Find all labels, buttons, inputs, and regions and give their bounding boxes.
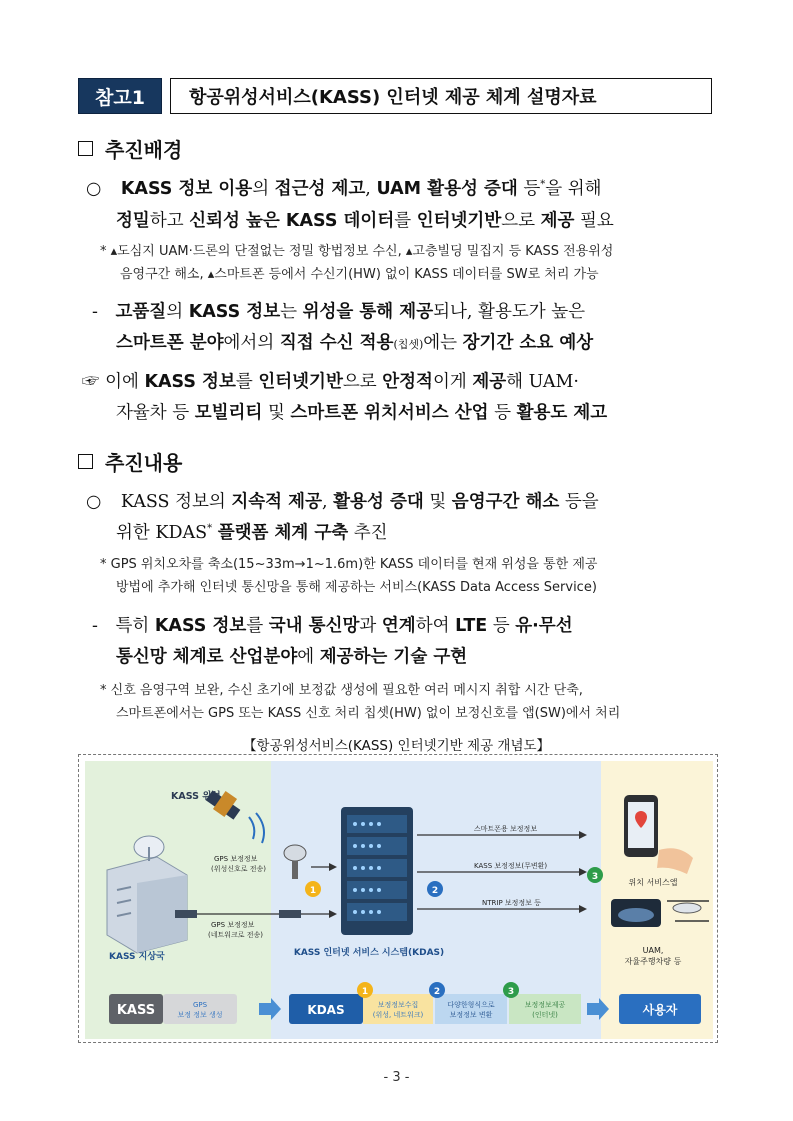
section-title: 추진배경	[105, 138, 183, 162]
text: 활용도 제고	[516, 403, 608, 423]
text: 제공하는 기술 구현	[319, 647, 468, 667]
footnote-line: * ▴도심지 UAM·드론의 단절없는 정밀 항법정보 수신, ▴고층빌딩 밀집지 등 KASS 전용위성	[100, 244, 614, 259]
flow-gps-label: GPS	[192, 1001, 208, 1009]
text: 으로	[342, 372, 383, 392]
text: 에	[297, 647, 320, 667]
text: KASS 정보 이용	[120, 179, 253, 199]
text: 필요	[574, 211, 614, 231]
flow-step3-label: 보정정보제공	[524, 1001, 566, 1009]
text: 고품질	[115, 302, 167, 322]
text: KASS 정보	[154, 616, 247, 636]
network-device-icon	[279, 910, 301, 918]
text: 되나, 활용도가 높은	[433, 302, 586, 322]
text: UAM 활용성 증대	[376, 179, 518, 199]
text: 정밀	[116, 211, 150, 231]
text: 플랫폼 체계 구축	[217, 523, 349, 543]
output-label: 스마트폰용 보정정보	[474, 825, 538, 833]
paragraph-line	[86, 175, 602, 200]
text: 추진	[348, 523, 388, 543]
text: 에는	[423, 333, 463, 353]
text: 국내 통신망	[268, 616, 360, 636]
paragraph-line	[82, 368, 579, 393]
square-bullet-icon	[78, 454, 93, 469]
text: 제공	[540, 211, 575, 231]
flow-step2-label: 다양한형식으로	[447, 1001, 495, 1009]
flow-step2-box	[435, 994, 507, 1024]
text: 등	[517, 179, 541, 199]
flow-step1-label: 보정정보수집	[377, 1001, 419, 1009]
text: KASS 정보의	[120, 492, 232, 512]
text: KASS 정보	[188, 302, 281, 322]
diagram-svg	[79, 755, 719, 1044]
network-device-icon	[175, 910, 197, 918]
text: 음영구간 해소	[451, 492, 560, 512]
flow-step1-box	[363, 994, 433, 1024]
text: 과	[359, 616, 382, 636]
paragraph-line	[116, 519, 388, 544]
text: 를	[235, 372, 259, 392]
figure-caption: 【항공위성서비스(KASS) 인터넷기반 제공 개념도】	[242, 738, 551, 754]
text: 하여	[415, 616, 456, 636]
flow-step2-sublabel: 보정정보 변환	[449, 1011, 493, 1019]
gps-net-sublabel: (네트워크로 전송)	[208, 931, 264, 939]
text: 지속적 제공	[231, 492, 322, 512]
step-2-badge	[427, 881, 443, 897]
paragraph-line	[116, 329, 593, 354]
server-label: KASS 인터넷 서비스 시스템(KDAS)	[293, 948, 445, 958]
text: 장기간 소요 예상	[462, 333, 594, 353]
text: 의	[252, 179, 275, 199]
text: 하고	[149, 211, 190, 231]
gps-sat-sublabel: (위성신호로 전송)	[211, 865, 267, 873]
text: 및	[423, 492, 452, 512]
text: 스마트폰 위치서비스 산업	[290, 403, 489, 423]
text: LTE	[455, 616, 488, 636]
footnote-line: 방법에 추가해 인터넷 통신망을 통해 제공하는 서비스(KASS Data Access Service)	[116, 580, 597, 595]
section-title: 추진내용	[105, 451, 183, 475]
flow-gps-box	[163, 994, 237, 1024]
footnote-line: 음영구간 해소, ▴스마트폰 등에서 수신기(HW) 없이 KASS 데이터를 SW로 처리 가능	[120, 267, 599, 282]
text: 인터넷기반	[416, 211, 502, 231]
text: 등	[487, 616, 516, 636]
output-label: NTRIP 보정정보 등	[482, 899, 541, 907]
text: 통신망 체계로 산업분야	[116, 647, 298, 667]
concept-diagram	[78, 754, 718, 1043]
paragraph-line	[92, 612, 573, 637]
footnote-mark: *	[540, 179, 546, 191]
flow-kass-label: KASS	[116, 1003, 156, 1018]
footnote-line: 스마트폰에서는 GPS 또는 KASS 신호 처리 칩셋(HW) 없이 보정신호를 앱(SW)에서 처리	[116, 706, 621, 721]
text: 의	[166, 302, 189, 322]
footnote-line: * 신호 음영구역 보완, 수신 초기에 보정값 생성에 필요한 여러 메시지 취합 시간 단축,	[100, 683, 583, 698]
flow-gps-sublabel: 보정 정보 생성	[177, 1011, 223, 1019]
step-3-number: 3	[507, 987, 515, 997]
server-rack-icon	[341, 807, 413, 935]
paragraph-line	[92, 298, 585, 323]
text: 등	[488, 403, 517, 423]
paragraph-line	[86, 488, 599, 513]
text: 모빌리티	[194, 403, 263, 423]
section-heading-content	[78, 447, 182, 476]
step-3-badge	[587, 867, 603, 883]
text: 안정적	[382, 372, 433, 392]
circle-bullet: ○	[86, 179, 102, 199]
text: 해 UAM·	[506, 372, 579, 392]
page-number: - 3 -	[383, 1070, 410, 1085]
text: 자율차 등	[116, 403, 195, 423]
output-label: KASS 보정정보(무변환)	[474, 862, 548, 870]
text: 및	[262, 403, 291, 423]
step-2-number: 2	[431, 886, 439, 896]
dash-bullet: -	[92, 302, 98, 322]
pointing-hand-icon: ☞	[82, 372, 100, 392]
text: 제공	[472, 372, 507, 392]
user-uam-label: UAM,	[642, 946, 664, 955]
paragraph-line	[116, 207, 614, 232]
text: 특히	[115, 616, 155, 636]
section-heading-background	[78, 134, 182, 163]
step-2-number: 2	[433, 987, 441, 997]
document-title: 항공위성서비스(KASS) 인터넷 제공 체계 설명자료	[170, 78, 712, 114]
text: (칩셋)	[393, 338, 424, 351]
gps-sat-label: GPS 보정정보	[214, 855, 258, 863]
reference-tag: 참고1	[78, 78, 162, 114]
text: 을 위해	[545, 179, 602, 199]
footnote-mark: *	[207, 523, 213, 535]
text: KASS 정보	[144, 372, 236, 392]
text: 활용성 증대	[333, 492, 424, 512]
text: 이게	[432, 372, 473, 392]
circle-bullet: ○	[86, 492, 102, 512]
paragraph-line	[116, 399, 607, 424]
text: 직접 수신 적용	[279, 333, 394, 353]
text: ,	[365, 179, 377, 199]
user-uam-sublabel: 자율주행차량 등	[624, 957, 682, 966]
text: 인터넷기반	[258, 372, 343, 392]
text: 를	[246, 616, 269, 636]
flow-step3-box	[509, 994, 581, 1024]
paragraph-line	[116, 643, 467, 668]
square-bullet-icon	[78, 141, 93, 156]
ground-station-label: KASS 지상국	[109, 952, 165, 962]
text: 위한 KDAS	[116, 523, 208, 543]
text: 는	[280, 302, 303, 322]
flow-kdas-label: KDAS	[307, 1003, 345, 1017]
step-1-badge	[305, 881, 321, 897]
step-1-number: 1	[361, 987, 369, 997]
flow-user-label: 사용자	[642, 1003, 678, 1017]
dash-bullet: -	[92, 616, 98, 636]
text: 이에	[99, 372, 145, 392]
text: 위성을 통해 제공	[302, 302, 434, 322]
flow-step3-sublabel: (인터넷)	[532, 1011, 558, 1019]
gps-net-label: GPS 보정정보	[211, 921, 255, 929]
page-header	[78, 78, 712, 114]
text: 신뢰성 높은 KASS 데이터	[189, 211, 395, 231]
text: ,	[322, 492, 334, 512]
text: 으로	[501, 211, 541, 231]
user-app-label: 위치 서비스앱	[628, 878, 678, 887]
text: 연계	[381, 616, 416, 636]
text: 접근성 제고	[274, 179, 366, 199]
text: 를	[394, 211, 417, 231]
satellite-label: KASS 위성	[171, 791, 221, 802]
flow-step1-sublabel: (위성, 네트워크)	[372, 1011, 424, 1019]
text: 등을	[559, 492, 599, 512]
text: 스마트폰 분야	[116, 333, 224, 353]
step-1-number: 1	[309, 886, 317, 896]
footnote-line: * GPS 위치오차를 축소(15~33m→1~1.6m)한 KASS 데이터를 현재 위성을 통한 제공	[100, 557, 598, 572]
step-3-number: 3	[591, 872, 599, 882]
text: 에서의	[223, 333, 280, 353]
text: 유·무선	[515, 616, 573, 636]
